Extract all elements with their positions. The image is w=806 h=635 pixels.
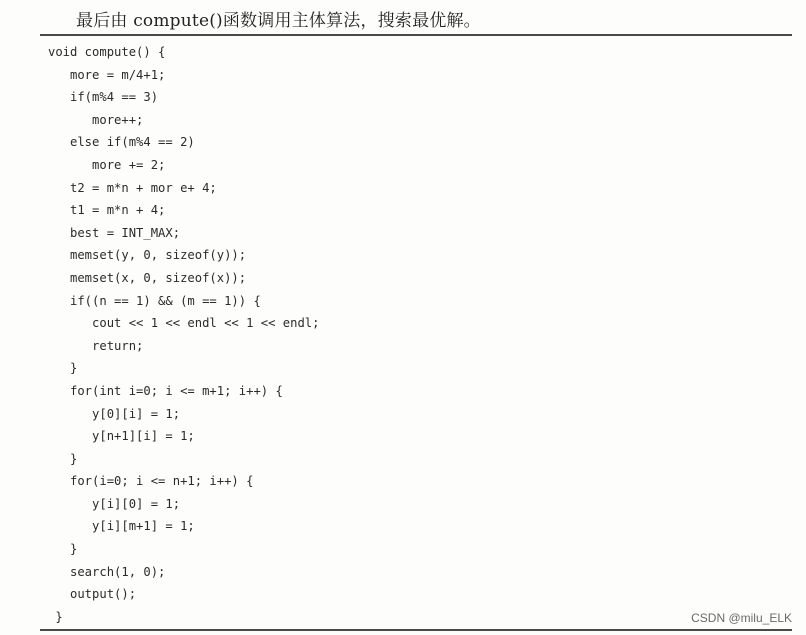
code-line: } <box>48 609 63 624</box>
code-line: output(); <box>48 587 137 602</box>
code-line: else if(m%4 == 2) <box>48 135 195 150</box>
code-line: t1 = m*n + 4; <box>48 203 166 218</box>
code-line: for(int i=0; i <= m+1; i++) { <box>48 383 283 398</box>
bottom-rule <box>40 629 792 631</box>
top-rule <box>40 34 792 36</box>
code-line: cout << 1 << endl << 1 << endl; <box>48 316 320 331</box>
watermark-text: CSDN @milu_ELK <box>691 611 792 625</box>
code-line: for(i=0; i <= n+1; i++) { <box>48 474 254 489</box>
code-line: y[0][i] = 1; <box>48 406 181 421</box>
code-line: return; <box>48 338 144 353</box>
code-line: search(1, 0); <box>48 564 166 579</box>
code-line: } <box>48 542 78 557</box>
code-line: y[i][m+1] = 1; <box>48 519 195 534</box>
code-line: more += 2; <box>48 157 166 172</box>
code-line: void compute() { <box>48 45 166 59</box>
code-block <box>48 41 788 628</box>
code-line: t2 = m*n + mor e+ 4; <box>48 180 217 195</box>
code-line: memset(y, 0, sizeof(y)); <box>48 248 247 263</box>
code-line: if(m%4 == 3) <box>48 90 159 105</box>
code-line: } <box>48 451 78 466</box>
intro-text: 最后由 compute()函数调用主体算法，搜索最优解。 <box>76 11 481 31</box>
code-line: memset(x, 0, sizeof(x)); <box>48 270 247 285</box>
code-line: y[n+1][i] = 1; <box>48 429 195 444</box>
code-line: if((n == 1) && (m == 1)) { <box>48 293 261 308</box>
code-line: } <box>48 361 78 376</box>
code-line: y[i][0] = 1; <box>48 496 181 511</box>
code-line: best = INT_MAX; <box>48 225 181 240</box>
code-line: more++; <box>48 112 144 127</box>
code-line: more = m/4+1; <box>48 67 166 82</box>
